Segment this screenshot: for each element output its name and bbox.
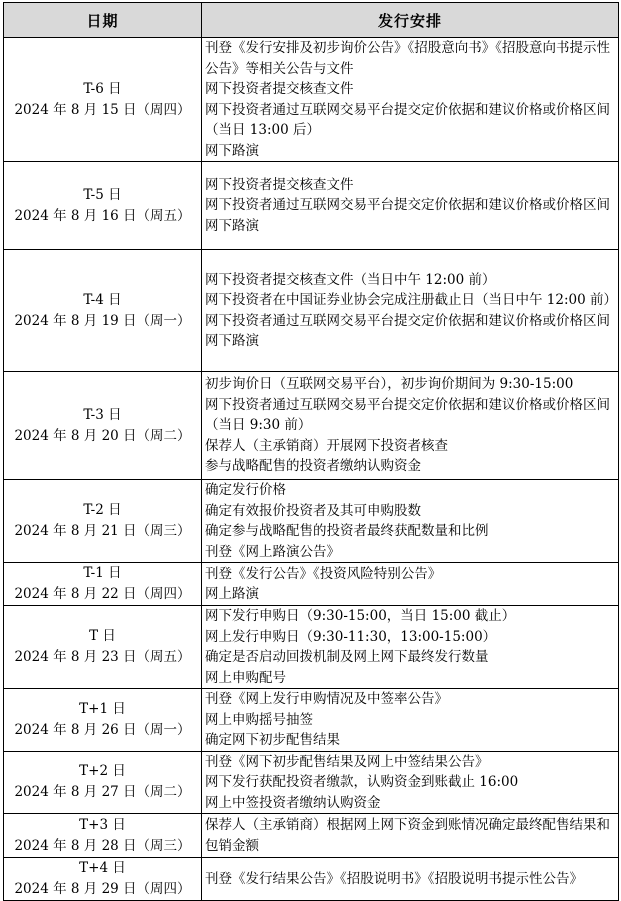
date-cell bbox=[4, 751, 202, 814]
date-cell bbox=[4, 563, 202, 606]
arrangement-item: 确定参与战略配售的投资者最终获配数量和比例 bbox=[205, 523, 489, 539]
trading-day-label: T-3 日 bbox=[83, 406, 122, 423]
arrangement-cell bbox=[202, 372, 619, 480]
table-row bbox=[4, 751, 619, 814]
arrangement-item: 确定发行价格 bbox=[205, 482, 286, 498]
table-row bbox=[4, 162, 619, 250]
trading-day-label: T+4 日 bbox=[79, 860, 126, 876]
calendar-date-label: 2024 年 8 月 16 日（周五） bbox=[14, 207, 191, 224]
arrangement-cell bbox=[202, 480, 619, 563]
calendar-date-label: 2024 年 8 月 29 日（周四） bbox=[14, 881, 191, 897]
arrangement-cell bbox=[202, 689, 619, 752]
arrangement-cell bbox=[202, 858, 619, 901]
arrangement-cell bbox=[202, 751, 619, 814]
arrangement-item: 确定网下初步配售结果 bbox=[205, 732, 340, 748]
arrangement-cell bbox=[202, 250, 619, 372]
arrangement-item: 网下投资者提交核查文件 bbox=[205, 81, 354, 97]
arrangement-item: 网下路演 bbox=[205, 333, 259, 349]
date-cell bbox=[4, 689, 202, 752]
arrangement-cell bbox=[202, 606, 619, 689]
table-row bbox=[4, 372, 619, 480]
trading-day-label: T-5 日 bbox=[83, 186, 122, 203]
table-row bbox=[4, 689, 619, 752]
arrangement-item: 参与战略配售的投资者缴纳认购资金 bbox=[205, 458, 421, 475]
arrangement-item: 刊登《发行结果公告》《招股说明书》《招股说明书提示性公告》 bbox=[205, 870, 583, 887]
table-row bbox=[4, 858, 619, 901]
arrangement-item: 刊登《网下初步配售结果及网上中签结果公告》 bbox=[205, 753, 489, 770]
arrangement-cell bbox=[202, 814, 619, 858]
calendar-date-label: 2024 年 8 月 26 日（周一） bbox=[14, 721, 191, 738]
issuance-schedule-table bbox=[3, 2, 619, 901]
date-cell bbox=[4, 858, 202, 901]
arrangement-item: 网下投资者提交核查文件（当日中午 12:00 前） bbox=[205, 271, 496, 288]
arrangement-item: 网下投资者提交核查文件 bbox=[205, 176, 354, 193]
arrangement-item: 网上中签投资者缴纳认购资金 bbox=[205, 794, 381, 811]
calendar-date-label: 2024 年 8 月 20 日（周二） bbox=[14, 427, 191, 444]
arrangement-item: 刊登《网上发行申购情况及中签率公告》 bbox=[205, 691, 448, 707]
arrangement-item: 网下投资者通过互联网交易平台提交定价依据和建议价格或价格区间 bbox=[205, 197, 610, 214]
calendar-date-label: 2024 年 8 月 27 日（周二） bbox=[14, 784, 191, 801]
date-cell bbox=[4, 38, 202, 162]
schedule-body bbox=[4, 38, 619, 901]
arrangement-item: 确定是否启动回拨机制及网上网下最终发行数量 bbox=[205, 649, 489, 665]
arrangement-item: 网上申购配号 bbox=[205, 669, 286, 686]
calendar-date-label: 2024 年 8 月 21 日（周三） bbox=[14, 523, 191, 539]
arrangement-item: 刊登《发行公告》《投资风险特别公告》 bbox=[205, 565, 442, 582]
date-cell bbox=[4, 480, 202, 563]
arrangement-item: 网下投资者通过互联网交易平台提交定价依据和建议价格或价格区间 bbox=[205, 312, 610, 329]
arrangement-item: 网下投资者通过互联网交易平台提交定价依据和建议价格或价格区间（当日 13:00 后） bbox=[205, 101, 610, 138]
table-row bbox=[4, 250, 619, 372]
calendar-date-label: 2024 年 8 月 28 日（周三） bbox=[14, 837, 191, 854]
table-row bbox=[4, 606, 619, 689]
table-row bbox=[4, 480, 619, 563]
trading-day-label: T+3 日 bbox=[79, 816, 126, 833]
date-cell bbox=[4, 250, 202, 372]
arrangement-item: 网下路演 bbox=[205, 142, 259, 159]
trading-day-label: T+2 日 bbox=[79, 763, 126, 780]
arrangement-item: 网上发行申购日（9:30-11:30，13:00-15:00） bbox=[205, 628, 497, 645]
arrangement-item: 保荐人（主承销商）开展网下投资者核查 bbox=[205, 437, 448, 454]
date-cell bbox=[4, 162, 202, 250]
table-header-row bbox=[4, 3, 619, 38]
arrangement-cell bbox=[202, 38, 619, 162]
arrangement-cell bbox=[202, 162, 619, 250]
arrangement-item: 网上路演 bbox=[205, 586, 259, 602]
trading-day-label: T-1 日 bbox=[83, 565, 122, 581]
table-row bbox=[4, 814, 619, 858]
arrangement-item: 确定有效报价投资者及其可申购股数 bbox=[205, 502, 421, 519]
date-cell bbox=[4, 372, 202, 480]
calendar-date-label: 2024 年 8 月 15 日（周四） bbox=[14, 101, 191, 118]
date-column-header: 日期 bbox=[4, 3, 202, 38]
arrangement-item: 保荐人（主承销商）根据网上网下资金到账情况确定最终配售结果和包销金额 bbox=[205, 817, 610, 854]
arrangement-item: 网下发行申购日（9:30-15:00，当日 15:00 截止） bbox=[205, 608, 516, 624]
arrangement-item: 网上申购摇号抽签 bbox=[205, 711, 313, 728]
trading-day-label: T-2 日 bbox=[83, 502, 122, 518]
trading-day-label: T-4 日 bbox=[83, 291, 122, 308]
trading-day-label: T 日 bbox=[89, 628, 116, 644]
arrangement-item: 网下投资者通过互联网交易平台提交定价依据和建议价格或价格区间（当日 9:30 前） bbox=[205, 396, 610, 434]
arrangement-item: 初步询价日（互联网交易平台），初步询价期间为 9:30-15:00 bbox=[205, 376, 574, 393]
table-row bbox=[4, 563, 619, 606]
calendar-date-label: 2024 年 8 月 19 日（周一） bbox=[14, 312, 191, 329]
arrangement-column-header: 发行安排 bbox=[202, 3, 619, 38]
arrangement-cell bbox=[202, 563, 619, 606]
calendar-date-label: 2024 年 8 月 22 日（周四） bbox=[14, 586, 191, 602]
trading-day-label: T-6 日 bbox=[83, 80, 122, 97]
date-cell bbox=[4, 814, 202, 858]
arrangement-item: 网下发行获配投资者缴款，认购资金到账截止 16:00 bbox=[205, 774, 519, 790]
arrangement-item: 网下投资者在中国证券业协会完成注册截止日（当日中午 12:00 前） bbox=[205, 292, 617, 308]
date-cell bbox=[4, 606, 202, 689]
table-row bbox=[4, 38, 619, 162]
arrangement-item: 刊登《网上路演公告》 bbox=[205, 543, 340, 560]
calendar-date-label: 2024 年 8 月 23 日（周五） bbox=[14, 649, 191, 665]
trading-day-label: T+1 日 bbox=[79, 700, 126, 717]
arrangement-item: 网下路演 bbox=[205, 217, 259, 234]
arrangement-item: 刊登《发行安排及初步询价公告》《招股意向书》《招股意向书提示性公告》等相关公告与文件 bbox=[205, 40, 610, 77]
